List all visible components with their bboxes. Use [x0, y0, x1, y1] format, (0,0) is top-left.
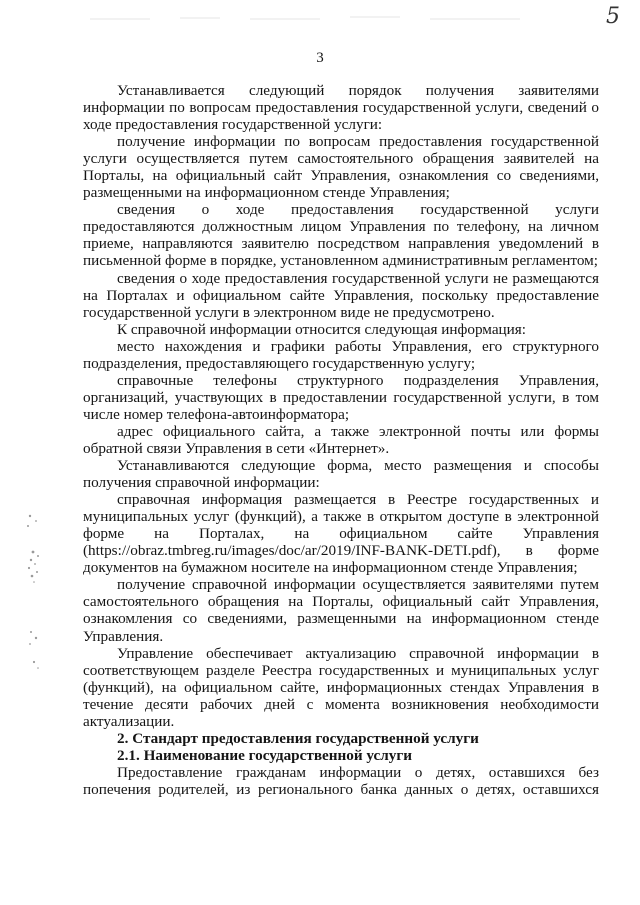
- paragraph-progress-not-published: сведения о ходе предоставления государственной услуги не размещаются на Порталах и официальном сайте Управления, поскольку предоставление государственной услуги в электронном виде не предусмотрено.: [83, 269, 599, 321]
- paragraph-reference-receipt: получение справочной информации осуществляется заявителями путем самостоятельного обращения на Порталы, официальный сайт Управления, ознакомления со сведениями, размещенными на информационном стенде Управления.: [83, 576, 599, 645]
- paragraph-service-name: Предоставление гражданам информации о детях, оставшихся без попечения родителей, из регионального банка данных о детях, оставшихся: [83, 763, 599, 798]
- handwritten-page-mark: 5: [606, 4, 620, 29]
- paragraph-reference-info-intro: К справочной информации относится следующая информация:: [117, 320, 527, 338]
- page-number: 3: [316, 50, 324, 66]
- paragraph-progress-info: сведения о ходе предоставления государственной услуги предоставляются должностным лицом Управления по телефону, на личном приеме, направляются заявителю посредством направления уведомлений в письменной форме в порядке, установленном административным регламентом;: [83, 201, 599, 270]
- section-heading-standard: 2. Стандарт предоставления государственной услуги: [117, 729, 479, 747]
- paragraph-procedure-intro: Устанавливается следующий порядок получения заявителями информации по вопросам предоставления государственной услуги, сведений о ходе предоставления государственной услуги:: [83, 82, 599, 134]
- scan-noise: [90, 12, 550, 26]
- scan-specks: [22, 512, 48, 682]
- document-body: [83, 82, 599, 798]
- paragraph-info-receipt: получение информации по вопросам предоставления государственной услуги осуществляется путем самостоятельного обращения заявителей на Порталы, на официальный сайт Управления, ознакомления со сведениями, размещенными на информационном стенде Управления;: [83, 133, 599, 202]
- paragraph-reference-phones: справочные телефоны структурного подразделения Управления, организаций, участвующих в предоставлении государственной услуги, в том числе номер телефона-автоинформатора;: [83, 371, 599, 423]
- paragraph-placement-intro: Устанавливаются следующие форма, место размещения и способы получения справочной информации:: [83, 457, 599, 492]
- paragraph-website-email: адрес официального сайта, а также электронной почты или формы обратной связи Управления в сети «Интернет».: [83, 422, 599, 457]
- section-heading-service-name: 2.1. Наименование государственной услуги: [117, 746, 413, 764]
- paragraph-updating: Управление обеспечивает актуализацию справочной информации в соответствующем разделе Реестра государственных и муниципальных услуг (функций), на официальном сайте, информационных стендах Управления в течение десяти рабочих дней с момента возникновения необходимости актуализации.: [83, 644, 599, 730]
- paragraph-registry-placement: справочная информация размещается в Реестре государственных и муниципальных услуг (функций), а также в открытом доступе в электронной форме на Порталах, на официальном сайте Управления (https://obraz.tmbreg.ru/images/doc/ar/2019/INF-BANK-DETI.pdf), в форме документов на бумажном носителе на информационном стенде Управления;: [83, 491, 599, 577]
- paragraph-location-schedule: место нахождения и графики работы Управления, его структурного подразделения, предоставляющего государственную услугу;: [83, 337, 599, 372]
